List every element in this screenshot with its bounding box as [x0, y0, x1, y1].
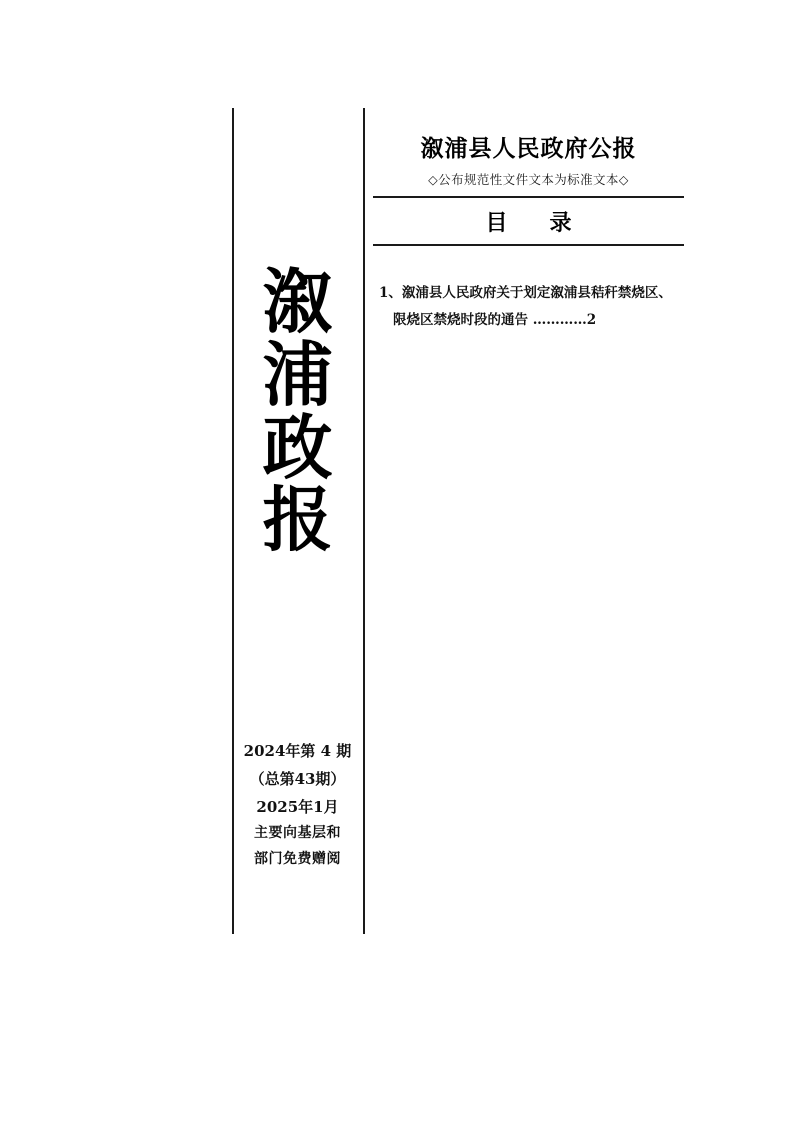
masthead-char-2: 浦 [262, 332, 333, 416]
issue-info-block [232, 738, 363, 873]
issue-date: 2025年1月 [256, 797, 339, 816]
toc-entry-1-line-1: 1、溆浦县人民政府关于划定溆浦县秸秆禁烧区、 [379, 285, 672, 301]
distribution-note-line-2: 部门免费赠阅 [254, 851, 341, 868]
distribution-note-line-1: 主要向基层和 [254, 825, 341, 842]
masthead-char-1: 溆 [262, 260, 333, 343]
masthead-char-4: 报 [262, 478, 333, 562]
gazette-title: 溆浦县人民政府公报 [420, 135, 637, 162]
toc-entry-1[interactable] [379, 280, 679, 334]
masthead-vertical [232, 260, 363, 562]
issue-number: 2024年第 4 期 [243, 742, 352, 760]
toc-list [379, 280, 679, 334]
toc-heading: 目 录 [485, 210, 582, 236]
masthead-char-3: 政 [262, 405, 333, 489]
issue-total-number: （总第43期） [249, 769, 346, 788]
toc-entry-1-line-2: 限烧区禁烧时段的通告 …………2 [393, 312, 597, 328]
divider-above-toc-heading [373, 196, 684, 198]
divider-below-toc-heading [373, 244, 684, 246]
cover-frame [232, 108, 692, 934]
cover-left-column [232, 108, 363, 934]
gazette-subtitle: ◇公布规范性文件文本为标准文本◇ [428, 172, 629, 187]
cover-right-column [365, 108, 692, 934]
